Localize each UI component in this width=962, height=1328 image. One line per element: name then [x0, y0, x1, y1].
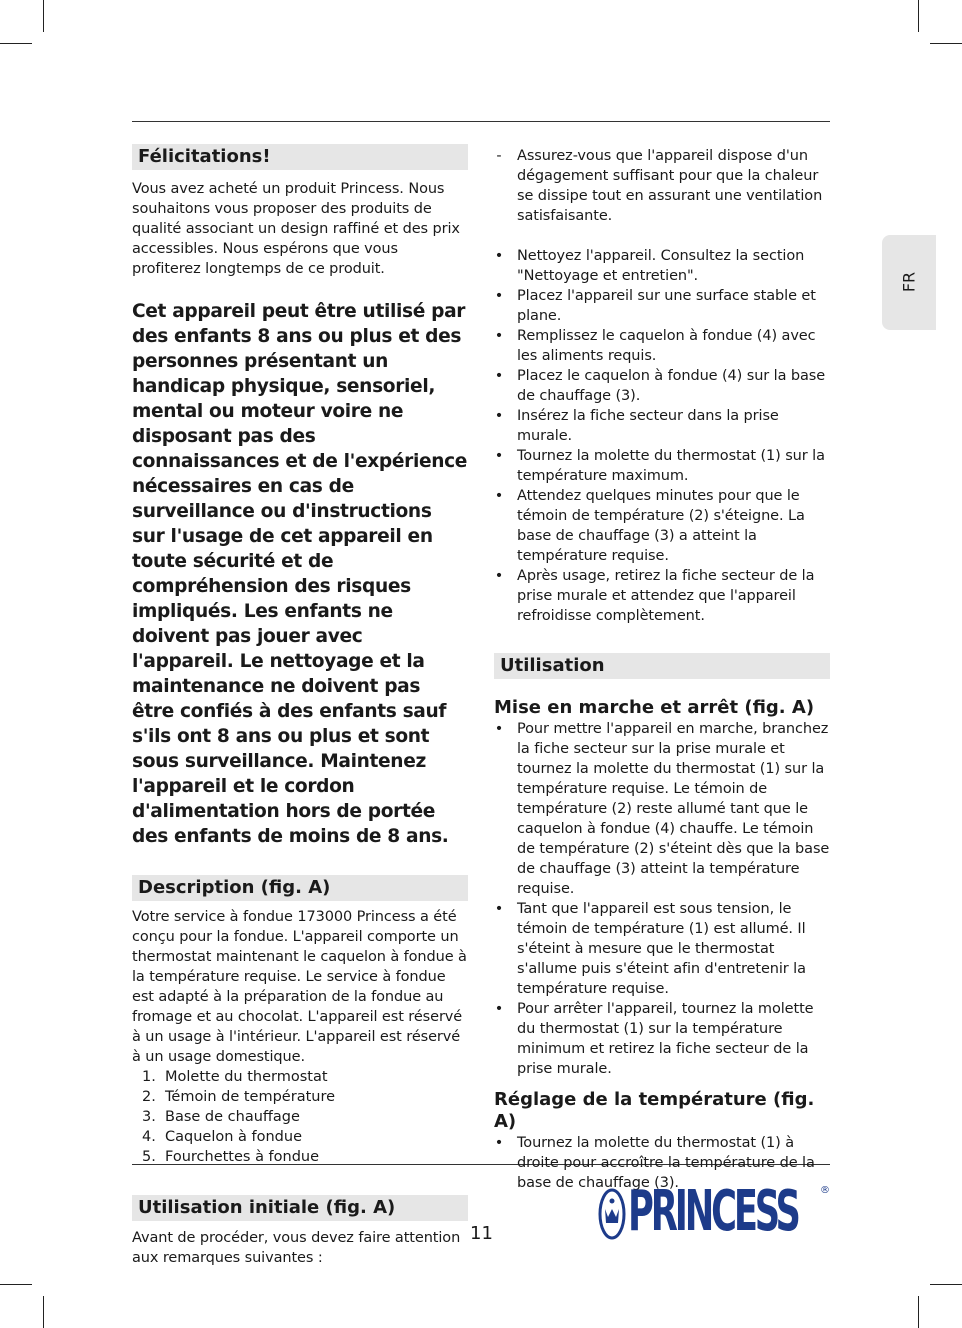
- list-item: • Tant que l'appareil est sous tension, le témoin de température (1) est allumé. Il s'éteint à mesure que le thermostat s'allume puis s'éteint afin d'entretenir la température requise.: [494, 901, 806, 997]
- initial-use-heading: Utilisation initiale (fig. A): [132, 1195, 468, 1221]
- preparation-list: [494, 246, 830, 626]
- language-tab: [882, 235, 936, 330]
- list-item: • Après usage, retirez la fiche secteur de la prise murale et attendez que l'appareil refroidisse complètement.: [494, 568, 815, 624]
- list-item: • Placez le caquelon à fondue (4) sur la base de chauffage (3).: [494, 368, 826, 404]
- crown-emblem-icon: [598, 1187, 626, 1241]
- list-item: • Attendez quelques minutes pour que le témoin de température (2) s'éteigne. La base de chauffage (3) a atteint la température requise.: [494, 488, 805, 564]
- crop-mark: [43, 1296, 44, 1328]
- list-item: • Pour arrêter l'appareil, tournez la molette du thermostat (1) sur la température minimum et retirez la fiche secteur de la prise murale.: [494, 1001, 814, 1077]
- crop-mark: [0, 1284, 32, 1285]
- parts-list: [132, 1067, 468, 1167]
- list-item: • Placez l'appareil sur une surface stable et plane.: [494, 288, 816, 324]
- registered-mark: ®: [820, 1185, 830, 1196]
- onoff-heading: Mise en marche et arrêt (fig. A): [494, 697, 815, 718]
- list-item: • Nettoyez l'appareil. Consultez la section "Nettoyage et entretien".: [494, 248, 805, 284]
- list-item: 5. Fourchettes à fondue: [142, 1149, 320, 1165]
- logo-wordmark: PRINCESS: [628, 1179, 798, 1244]
- crop-mark: [918, 1296, 919, 1328]
- dash-list: [494, 146, 830, 226]
- crop-mark: [918, 0, 919, 32]
- description-text: Votre service à fondue 173000 Princess a été conçu pour la fondue. L'appareil comporte un thermostat maintenant le caquelon à fondue à la température requise. Le service à fondue est adapté à la préparation de la fondue au fromage et au chocolat. L'appareil est réservé à un usage à l'intérieur. L'appareil est réservé à un usage domestique.: [132, 909, 467, 1065]
- initial-use-text: Avant de procéder, vous devez faire attention aux remarques suivantes :: [132, 1230, 461, 1266]
- list-item: 3. Base de chauffage: [142, 1109, 300, 1125]
- list-item: 1. Molette du thermostat: [142, 1069, 328, 1085]
- top-rule: [132, 121, 830, 122]
- onoff-list: [494, 719, 830, 1079]
- list-item: • Tournez la molette du thermostat (1) à droite pour accroître la température de la base de chauffage (3).: [494, 1135, 815, 1191]
- list-item: • Tournez la molette du thermostat (1) sur la température maximum.: [494, 448, 825, 484]
- left-column: [132, 144, 468, 1268]
- temperature-heading: Réglage de la température (fig. A): [494, 1089, 815, 1132]
- list-item: • Remplissez le caquelon à fondue (4) avec les aliments requis.: [494, 328, 816, 364]
- list-item: 4. Caquelon à fondue: [142, 1129, 302, 1145]
- crop-mark: [930, 1284, 962, 1285]
- right-column: [494, 146, 830, 1193]
- crop-mark: [43, 0, 44, 32]
- list-item: • Insérez la fiche secteur dans la prise murale.: [494, 408, 779, 444]
- congrats-heading: Félicitations!: [132, 144, 468, 170]
- congrats-text: Vous avez acheté un produit Princess. Nous souhaitons vous proposer des produits de qualité associant un design raffiné et des prix accessibles. Nous espérons que vous profiterez longtemps de ce produit.: [132, 181, 460, 277]
- crop-mark: [930, 43, 962, 44]
- crop-mark: [0, 43, 32, 44]
- list-item: 2. Témoin de température: [142, 1089, 336, 1105]
- page-number: 11: [470, 1223, 493, 1244]
- list-item: • Pour mettre l'appareil en marche, branchez la fiche secteur sur la prise murale et tournez la molette du thermostat (1) sur la température requise. Le témoin de température (2) reste allumé tant que le caquelon à fondue (4) chauffe. Le témoin de température (2) s'éteint dès que la base de chauffage (3) atteint la température requise.: [494, 721, 830, 897]
- language-label: FR: [899, 271, 919, 293]
- safety-warning: Cet appareil peut être utilisé par des enfants 8 ans ou plus et des personnes présentant un handicap physique, sensoriel, mental ou moteur voire ne disposant pas des connaissances et de l'expérience nécessaires en cas de surveillance ou d'instructions sur l'usage de cet appareil en toute sécurité et de compréhension des risques impliqués. Les enfants ne doivent pas jouer avec l'appareil. Le nettoyage et la maintenance ne doivent pas être confiés à des enfants sauf s'ils ont 8 ans ou plus et sont sous surveillance. Maintenez l'appareil et le cordon d'alimentation hors de portée des enfants de moins de 8 ans.: [132, 301, 468, 847]
- description-heading: Description (fig. A): [132, 875, 468, 901]
- list-item: - Assurez-vous que l'appareil dispose d'un dégagement suffisant pour que la chaleur se dissipe tout en assurant une ventilation satisfaisante.: [496, 148, 823, 224]
- usage-heading: Utilisation: [494, 653, 830, 679]
